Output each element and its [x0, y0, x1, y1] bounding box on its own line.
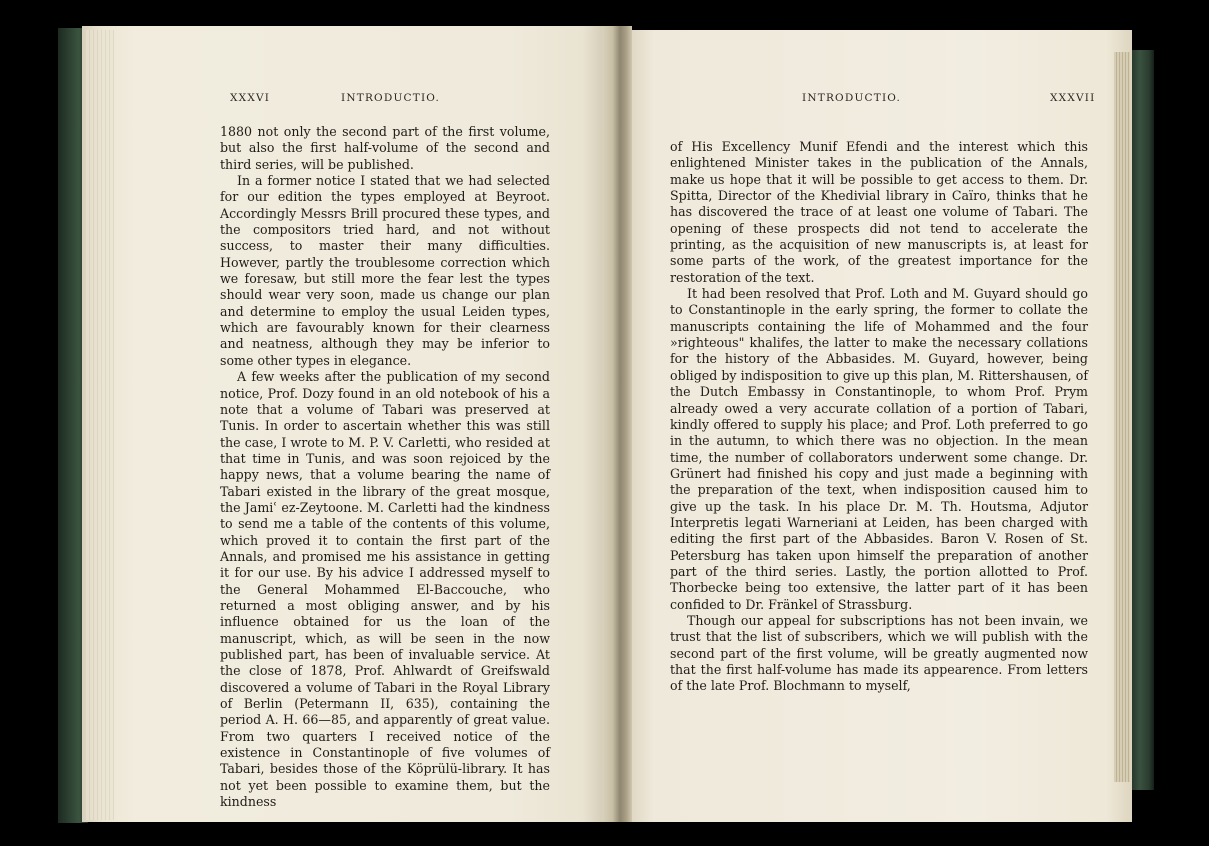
paragraph: 1880 not only the second part of the first volume, but also the first half-volume of the second and third series, will be published.	[220, 124, 550, 172]
left-page-text	[220, 124, 550, 810]
paragraph: A few weeks after the publication of my second notice, Prof. Dozy found in an old notebook of his a note that a volume of Tabari was preserved at Tunis. In order to ascertain whether this was still the case, I wrote to M. P. V. Carletti, who resided at that time in Tunis, and was soon rejoiced by the happy news, that a volume bearing the name of Tabari existed in the library of the great mosque, the Jamiʿ ez-Zeytoone. M. Carletti had the kindness to send me a table of the contents of this volume, which proved it to contain the first part of the Annals, and promised me his assistance in getting it for our use. By his advice I addressed myself to the General Mohammed El-Baccouche, who returned a most obliging answer, and by his influence obtained for us the loan of the manuscript, which, as will be seen in the now published part, has been of invaluable service. At the close of 1878, Prof. Ahlwardt of Greifswald discovered a volume of Tabari in the Royal Library of Berlin (Petermann II, 635), containing the period A. H. 66—85, and apparently of great value. From two quarters I received notice of the existence in Constantinople of five volumes of Tabari, besides those of the Köprülü-library. It has not yet been possible to examine them, but the kindness	[220, 369, 550, 810]
left-page-edges	[86, 30, 114, 820]
right-page-edges	[1114, 52, 1130, 782]
left-running-head: INTRODUCTIO.	[341, 92, 441, 104]
book-gutter	[602, 26, 632, 822]
paragraph: In a former notice I stated that we had selected for our edition the types employed at Beyroot. Accordingly Messrs Brill procured these types, and the compositors tried hard, and not without success, to master their many difficulties. However, partly the troublesome correction which we foresaw, but still more the fear lest the types should wear very soon, made us change our plan and determine to employ the usual Leiden types, which are favourably known for their clearness and neatness, although they may be inferior to some other types in elegance.	[220, 173, 550, 368]
right-page-number: XXXVII	[1050, 92, 1096, 104]
paragraph: of His Excellency Munif Efendi and the interest which this enlightened Minister takes in the publication of the Annals, make us hope that it will be possible to get access to them. Dr. Spitta, Director of the Khedivial library in Caïro, thinks that he has discovered the trace of at least one volume of Tabari. The opening of these prospects did not tend to accelerate the printing, as the acquisition of new manuscripts is, at least for some parts of the work, of the greatest importance for the restoration of the text.	[670, 139, 1088, 285]
left-page-number: XXXVI	[230, 92, 271, 104]
paragraph: It had been resolved that Prof. Loth and M. Guyard should go to Constantinople in the early spring, the former to collate the manuscripts containing the life of Mohammed and the four »righteous" khalifes, the latter to make the necessary collations for the history of the Abbasides. M. Guyard, however, being obliged by indisposition to give up this plan, M. Rittershausen, of the Dutch Embassy in Constantinople, to whom Prof. Prym already owed a very accurate collation of a portion of Tabari, kindly offered to supply his place; and Prof. Loth preferred to go in the autumn, to which there was no objection. In the mean time, the number of collaborators underwent some change. Dr. Grünert had finished his copy and just made a beginning with the preparation of the text, when indisposition caused him to give up the task. In his place Dr. M. Th. Houtsma, Adjutor Interpretis legati Warneriani at Leiden, has been charged with editing the first part of the Abbasides. Baron V. Rosen of St. Petersburg has taken upon himself the preparation of another part of the third series. Lastly, the portion allotted to Prof. Thorbecke being too extensive, the latter part of it has been confided to Dr. Fränkel of Strassburg.	[670, 286, 1088, 612]
right-running-head: INTRODUCTIO.	[802, 92, 902, 104]
paragraph: Though our appeal for subscriptions has not been invain, we trust that the list of subscribers, which we will publish with the second part of the first volume, will be greatly augmented now that the first half-volume has made its appearence. From letters of the late Prof. Blochmann to myself,	[670, 612, 1088, 694]
right-page-text	[670, 139, 1088, 695]
